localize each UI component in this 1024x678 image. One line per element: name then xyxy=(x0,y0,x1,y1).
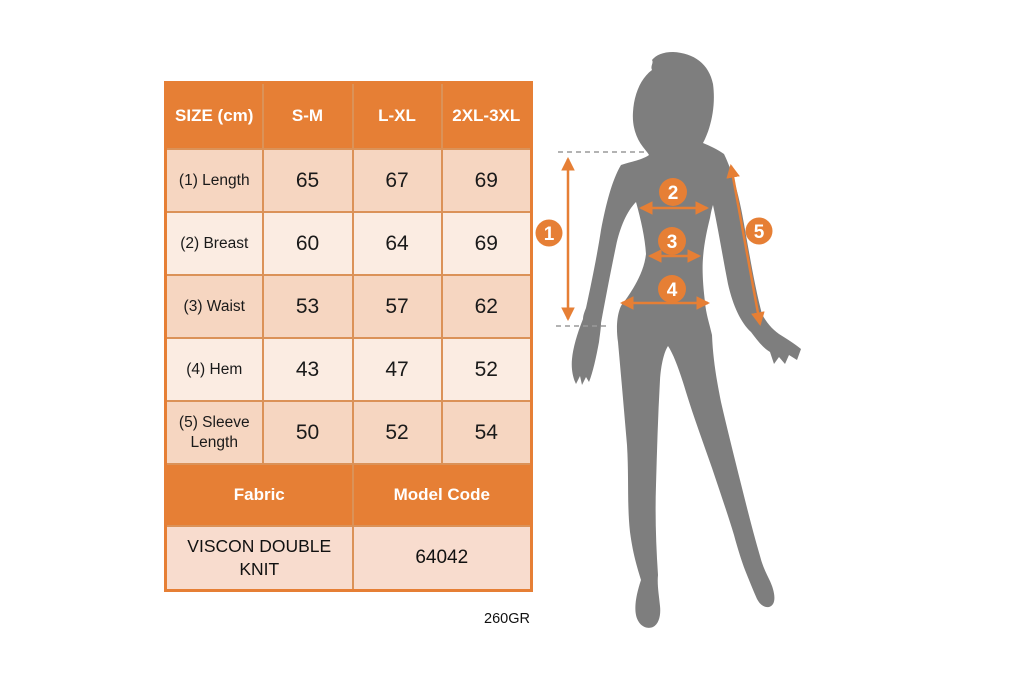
length-2xl3xl: 69 xyxy=(442,149,532,212)
measure-badge-5 xyxy=(746,218,773,245)
measure-badge-3 xyxy=(658,227,686,255)
model-code-value: 64042 xyxy=(353,526,532,590)
size-unit-header: SIZE (cm) xyxy=(166,83,263,150)
length-lxl: 67 xyxy=(353,149,442,212)
hem-lxl: 47 xyxy=(353,338,442,401)
fabric-value: VISCON DOUBLE KNIT xyxy=(166,526,353,590)
measurement-figure xyxy=(530,30,840,650)
length-sm: 65 xyxy=(263,149,353,212)
column-header-lxl: L-XL xyxy=(353,83,442,150)
measure-badge-5-label: 5 xyxy=(753,221,765,243)
fabric-value-row xyxy=(166,526,532,590)
row-label-length: (1) Length xyxy=(166,149,263,212)
measure-badge-1-label: 1 xyxy=(543,223,555,245)
measure-badge-2 xyxy=(659,178,687,206)
column-header-2xl3xl: 2XL-3XL xyxy=(442,83,532,150)
row-label-sleeve: (5) Sleeve Length xyxy=(166,401,263,464)
row-label-hem: (4) Hem xyxy=(166,338,263,401)
breast-lxl: 64 xyxy=(353,212,442,275)
breast-sm: 60 xyxy=(263,212,353,275)
measure-badge-3-label: 3 xyxy=(666,231,678,253)
measure-badge-4-label: 4 xyxy=(666,279,678,301)
table-row-breast xyxy=(166,212,532,275)
waist-lxl: 57 xyxy=(353,275,442,338)
table-row-hem xyxy=(166,338,532,401)
measure-badge-4 xyxy=(658,275,686,303)
row-label-waist: (3) Waist xyxy=(166,275,263,338)
column-header-sm: S-M xyxy=(263,83,353,150)
model-code-header: Model Code xyxy=(353,464,532,526)
table-row-waist xyxy=(166,275,532,338)
size-chart-table xyxy=(164,81,533,592)
breast-2xl3xl: 69 xyxy=(442,212,532,275)
waist-sm: 53 xyxy=(263,275,353,338)
table-row-length xyxy=(166,149,532,212)
woman-silhouette xyxy=(572,52,801,628)
fabric-header-row xyxy=(166,464,532,526)
measure-badge-1 xyxy=(536,220,563,247)
hem-sm: 43 xyxy=(263,338,353,401)
fabric-header: Fabric xyxy=(166,464,353,526)
sleeve-lxl: 52 xyxy=(353,401,442,464)
sleeve-2xl3xl: 54 xyxy=(442,401,532,464)
table-row-sleeve xyxy=(166,401,532,464)
hem-2xl3xl: 52 xyxy=(442,338,532,401)
size-chart-header-row xyxy=(166,83,532,150)
measure-badge-2-label: 2 xyxy=(667,182,679,204)
weight-note: 260GR xyxy=(484,611,530,627)
waist-2xl3xl: 62 xyxy=(442,275,532,338)
row-label-breast: (2) Breast xyxy=(166,212,263,275)
sleeve-sm: 50 xyxy=(263,401,353,464)
